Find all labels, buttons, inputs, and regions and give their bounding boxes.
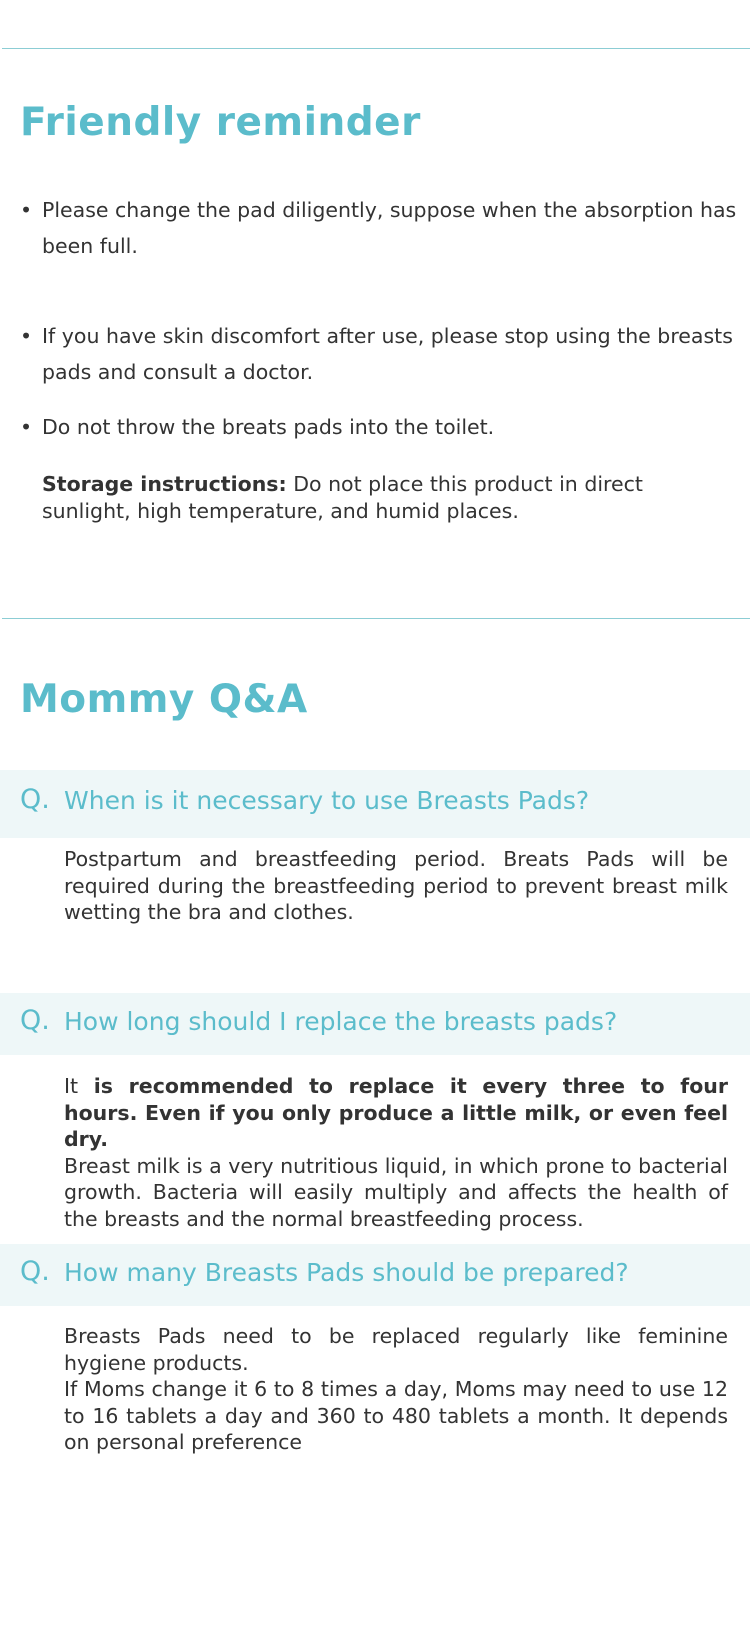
answer-2-line-2: Breast milk is a very nutritious liquid, in which prone to bacterial growth. Bacteria will easily multiply and affects the health of the breasts and the normal breastfeeding process. xyxy=(64,1153,728,1231)
question-2: How long should I replace the breasts pads? xyxy=(64,1007,618,1036)
q-icon: Q. xyxy=(20,1005,50,1036)
answer-2-bold: is recommended to replace it every three to four hours. Even if you only produce a little milk, or even feel dry. xyxy=(64,1074,728,1151)
bullet-icon: • xyxy=(20,198,33,222)
answer-2 xyxy=(64,1073,728,1232)
storage-text: Do not place this product in direct sunlight, high temperature, and humid places. xyxy=(42,472,643,523)
answer-1-text: Postpartum and breastfeeding period. Breats Pads will be required during the breastfeeding period to prevent breast milk wetting the bra and clothes. xyxy=(64,847,728,924)
storage-instructions xyxy=(42,471,732,525)
storage-label: Storage instructions: xyxy=(42,472,287,496)
question-1: When is it necessary to use Breasts Pads? xyxy=(64,786,590,815)
reminder-item-text: Do not throw the breats pads into the toilet. xyxy=(42,415,495,439)
friendly-reminder-title: Friendly reminder xyxy=(20,100,421,145)
answer-3-line-2: If Moms change it 6 to 8 times a day, Moms may need to use 12 to 16 tablets a day and 360 to 480 tablets a month. It depends on personal preference xyxy=(64,1377,728,1454)
answer-3 xyxy=(64,1323,728,1456)
question-band-1 xyxy=(0,770,750,838)
answer-2-prefix: It xyxy=(64,1074,79,1098)
reminder-item-text: Please change the pad diligently, suppose when the absorption has been full. xyxy=(42,198,737,258)
q-icon: Q. xyxy=(20,1256,50,1287)
answer-3-line-1: Breasts Pads need to be replaced regularly like feminine hygiene products. xyxy=(64,1324,728,1375)
bullet-icon: • xyxy=(20,415,33,439)
reminder-item-text: If you have skin discomfort after use, please stop using the breasts pads and consult a doctor. xyxy=(42,324,733,384)
mommy-qa-title: Mommy Q&A xyxy=(20,677,308,722)
answer-1 xyxy=(64,846,728,926)
q-icon: Q. xyxy=(20,784,50,815)
answer-2-line-1 xyxy=(64,1073,728,1153)
section-divider xyxy=(2,618,750,619)
question-3: How many Breasts Pads should be prepared? xyxy=(64,1258,629,1287)
question-band-3 xyxy=(0,1244,750,1306)
top-divider xyxy=(2,48,750,49)
question-band-2 xyxy=(0,993,750,1055)
bullet-icon: • xyxy=(20,324,33,348)
